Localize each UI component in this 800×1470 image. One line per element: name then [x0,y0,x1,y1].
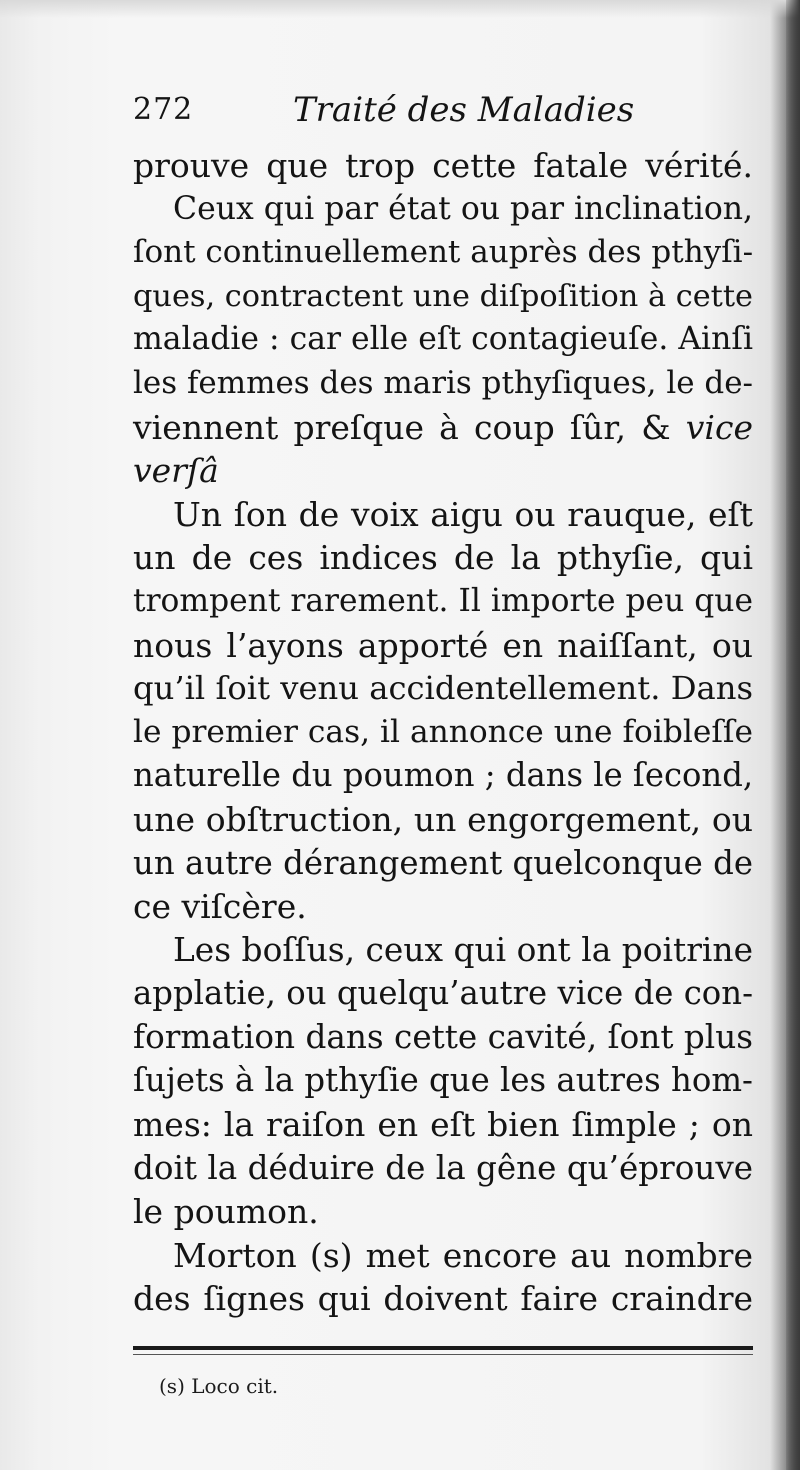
text-line: les femmes des maris pthyſiques, le de- [133,364,753,401]
footnote-separator-thin-rule [133,1354,753,1355]
text-line: ſujets à la pthyſie que les autres hom- [133,1061,753,1100]
text-line: un de ces indices de la pthyſie, qui [133,538,753,578]
running-title: Traité des Maladies [293,90,635,130]
page-binding-edge [786,0,800,1470]
text-line: Ceux qui par état ou par inclination, [173,190,754,227]
footnote: (s) Loco cit. [159,1374,279,1398]
text-line: un autre dérangement quelconque de [133,843,753,882]
text-line: le premier cas, il annonce une foibleſſe [133,713,753,750]
footnote-separator-rule [133,1346,753,1350]
italic-term: vice [685,407,753,447]
text-line: ce viſcère. [133,887,307,927]
text-line: naturelle du poumon ; dans le ſecond, [133,756,754,795]
page-header [133,84,753,136]
text-line: ques, contractent une diſpoſition à cette [133,278,753,314]
body-text [133,144,753,1321]
text-line: le poumon. [133,1192,319,1232]
page-top-shadow [0,0,800,18]
text-line: doit la déduire de la gêne qu’éprouve [133,1148,753,1187]
text-line: maladie : car elle eſt contagieuſe. Ainſi [133,321,753,358]
text-line: formation dans cette cavité, ſont plus [133,1017,753,1056]
page-number: 272 [133,92,194,127]
text-line: des ſignes qui doivent faire craindre [133,1279,753,1319]
text-line: qu’il ſoit venu accidentellement. Dans [133,669,753,708]
text-line: applatie, ou quelqu’autre vice de con- [133,974,753,1013]
text-line: nous l’ayons apporté en naiſſant, ou [133,625,753,665]
page-content [133,84,754,1398]
text-line: ſont continuellement auprès des pthyſi- [133,234,754,271]
text-line: Les boſſus, ceux qui ont la poitrine [173,930,753,969]
text-line: Un ſon de voix aigu ou rauque, eſt [173,494,753,534]
italic-term: verſâ [133,451,219,491]
text-line: Morton (s) met encore au nombre [173,1235,753,1275]
text-line: une obſtruction, un engorgement, ou [133,799,753,839]
text-line-with-italic [133,406,753,450]
text-line: trompent rarement. Il importe peu que [133,582,753,619]
text-line: mes: la raiſon en eſt bien ſimple ; on [133,1105,753,1145]
text-segment: viennent preſque à coup ſûr, & [133,407,671,447]
text-line: prouve que trop cette fatale vérité. [133,146,753,185]
